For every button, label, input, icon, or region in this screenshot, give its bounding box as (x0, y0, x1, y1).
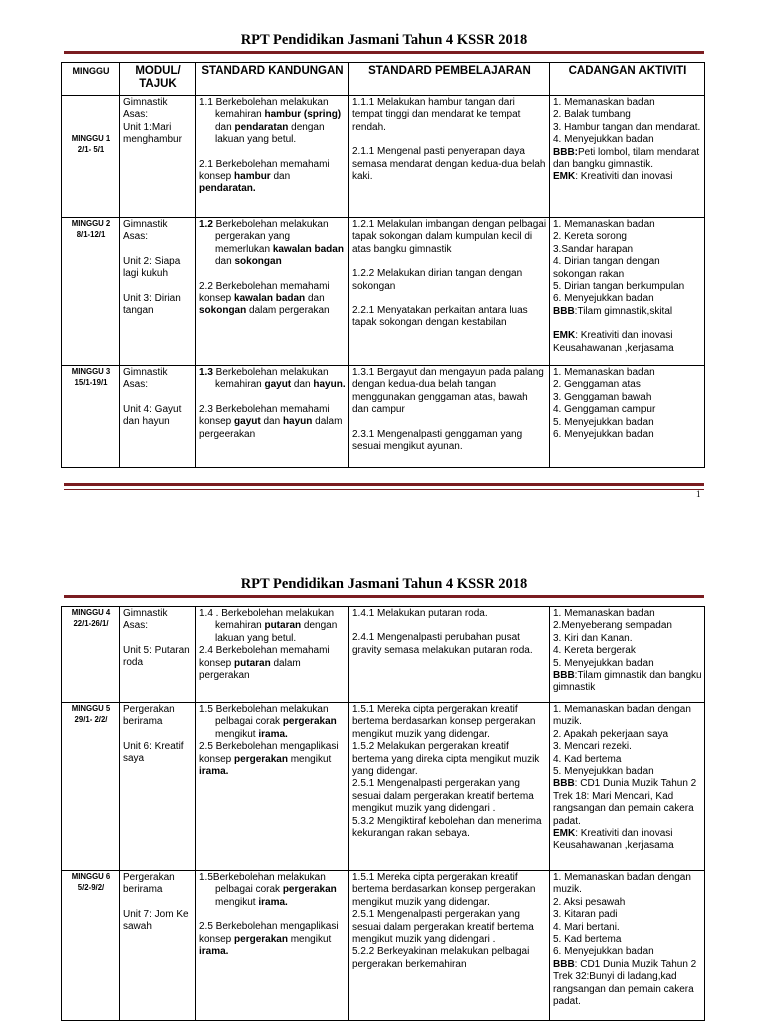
activity-item: 4. Kad bertema (553, 753, 622, 765)
page-title: RPT Pendidikan Jasmani Tahun 4 KSSR 2018 (240, 576, 528, 592)
activity-item: 2. Kereta sorong (553, 231, 627, 243)
week-dates: 15/1-19/1 (74, 377, 108, 387)
bbb-note: BBB:Tilam gimnastik,skital (553, 305, 673, 317)
week-cell (62, 703, 120, 871)
footer-rule-thin (64, 489, 704, 490)
activity-item: 3. Genggaman bawah (553, 391, 652, 403)
cadangan-aktiviti-cell (550, 96, 705, 218)
bbb-note: BBB:Tilam gimnastik dan bangku gimnastik (553, 670, 702, 694)
week-label: MINGGU 6 (71, 872, 111, 881)
sp-item: 1.5.1 Mereka cipta pergerakan kreatif bertema berdasarkan konsep pergerakan mengikut muzik yang didengar. (352, 704, 536, 740)
week-dates: 29/1- 2/2/ (74, 714, 108, 724)
activity-item: 4. Genggaman campur (553, 404, 656, 416)
activity-item: 4. Mari bertani. (553, 921, 620, 933)
page-number: 1 (696, 489, 701, 499)
week-label: MINGGU 3 (71, 367, 111, 376)
bbb-note: BBB: CD1 Dunia Muzik Tahun 2 Trek 18: Mari Mencari, Kad rangsangan dan pemain cakera padat. (553, 778, 697, 827)
week-dates: 5/2-9/2/ (77, 882, 105, 892)
standard-pembelajaran-cell (349, 607, 550, 703)
table-row (62, 218, 705, 366)
header-modul: MODUL/ TAJUK (120, 63, 196, 96)
table-row (62, 366, 705, 468)
sp-item: 1.3.1 Bergayut dan mengayun pada palang dengan kedua-dua belah tangan menggunakan genggaman atas, bawah dan campur (352, 367, 544, 416)
sp-item: 1.5.1 Mereka cipta pergerakan kreatif bertema berdasarkan konsep pergerakan mengikut muzik yang didengar. (352, 872, 536, 908)
sk-item: 1.1 Berkebolehan melakukan kemahiran hambur (spring) dan pendaratan dengan lakuan yang betul. (199, 97, 342, 146)
table-row (62, 703, 705, 871)
table-row (62, 96, 705, 218)
footer-rule (64, 483, 704, 486)
modul-line: Unit 7: Jom Ke sawah (123, 908, 189, 933)
activity-item: 5. Kad bertema (553, 934, 622, 946)
sp-item: 2.4.1 Mengenalpasti perubahan pusat gravity semasa melakukan putaran roda. (352, 632, 533, 656)
standard-pembelajaran-cell (349, 96, 550, 218)
bbb-note: BBB: CD1 Dunia Muzik Tahun 2 Trek 32:Bunyi di ladang,kad rangsangan dan pemain cakera padat. (553, 958, 697, 1008)
sp-item: 2.2.1 Menyatakan perkaitan antara luas tapak sokongan dengan kestabilan (352, 305, 528, 329)
standard-pembelajaran-cell (349, 703, 550, 871)
activity-item: 1. Memanaskan badan (553, 608, 655, 619)
activity-item: 5. Dirian tangan berkumpulan (553, 281, 685, 293)
modul-line: Pergerakan berirama (123, 872, 175, 896)
activity-item: 4. Kereta bergerak (553, 645, 636, 657)
cadangan-aktiviti-cell (550, 703, 705, 871)
rpt-table (61, 606, 705, 1021)
header-standard-pembelajaran: STANDARD PEMBELAJARAN (349, 63, 550, 96)
activity-item: 2. Genggaman atas (553, 379, 641, 391)
cadangan-aktiviti-cell (550, 366, 705, 468)
activity-item: 1. Memanaskan badan (553, 97, 655, 108)
activity-item: 5. Menyejukkan badan (553, 766, 654, 778)
standard-kandungan-cell (196, 703, 349, 871)
modul-cell (120, 871, 196, 1021)
sp-item: 2.3.1 Mengenalpasti genggaman yang sesuai mengikut ayunan. (352, 428, 523, 453)
activity-item: 1. Memanaskan badan dengan muzik. (553, 704, 691, 728)
sk-item: 1.3 Berkebolehan melakukan kemahiran gayut dan hayun. (199, 367, 346, 391)
modul-cell (120, 607, 196, 703)
week-dates: 22/1-26/1/ (73, 618, 109, 628)
standard-kandungan-cell (196, 607, 349, 703)
activity-item: 1. Memanaskan badan (553, 367, 655, 378)
sp-item: 1.5.2 Melakukan pergerakan kreatif bertema yang direka cipta mengikut muzik yang didengar. (352, 741, 540, 778)
sk-item: 1.4 . Berkebolehan melakukan kemahiran putaran dengan lakuan yang betul. (199, 608, 338, 644)
header-cadangan-aktiviti: CADANGAN AKTIVITI (550, 63, 705, 96)
activity-item: 2. Aksi pesawah (553, 896, 626, 908)
week-label: MINGGU 1 (71, 134, 111, 143)
week-cell (62, 218, 120, 366)
header-standard-kandungan: STANDARD KANDUNGAN (196, 63, 349, 96)
standard-kandungan-cell (196, 366, 349, 468)
modul-line: Gimnastik Asas: (123, 608, 168, 632)
sk-item: 2.4 Berkebolehan memahami konsep putaran dalam pergerakan (199, 645, 330, 682)
week-label: MINGGU 4 (71, 608, 111, 617)
sk-item: 1.5 Berkebolehan melakukan pelbagai corak pergerakan mengikut irama. (199, 704, 337, 740)
activity-item: 2.Menyeberang sempadan (553, 620, 672, 632)
sk-item: 1.5Berkebolehan melakukan pelbagai corak pergerakan mengikut irama. (199, 872, 337, 908)
activity-item: 5. Menyejukkan badan (553, 657, 654, 669)
sp-item: 2.1.1 Mengenal pasti penyerapan daya semasa mendarat dengan kedua-dua belah kaki. (352, 146, 546, 183)
emk-note: EMK: Kreativiti dan inovasi (553, 171, 673, 183)
activity-item: 2. Apakah pekerjaan saya (553, 728, 669, 740)
modul-line: Unit 1:Mari menghambur (123, 121, 182, 146)
activity-item: 6. Menyejukkan badan (553, 946, 654, 958)
modul-line: Gimnastik Asas: (123, 367, 168, 391)
standard-kandungan-cell (196, 218, 349, 366)
sp-item: 5.2.2 Berkeyakinan melakukan pelbagai pergerakan berkemahiran (352, 946, 530, 970)
standard-kandungan-cell (196, 96, 349, 218)
sp-item: 1.4.1 Melakukan putaran roda. (352, 608, 488, 619)
modul-line: Gimnastik Asas: (123, 219, 168, 243)
activity-item: 2. Balak tumbang (553, 109, 631, 121)
week-dates: 8/1-12/1 (76, 229, 106, 239)
modul-cell (120, 703, 196, 871)
cadangan-aktiviti-cell (550, 871, 705, 1021)
modul-cell (120, 218, 196, 366)
week-cell (62, 366, 120, 468)
activity-item: 1. Memanaskan badan (553, 219, 655, 230)
activity-item: 3. Mencari rezeki. (553, 741, 632, 753)
sp-item: 2.5.1 Mengenalpasti pergerakan yang sesuai dalam pergerakan kreatif bertema mengikut muzik yang didengari . (352, 778, 534, 815)
sk-item: 1.2 Berkebolehan melakukan pergerakan yang memerlukan kawalan badan dan sokongan (199, 219, 344, 268)
title-rule (64, 51, 704, 54)
week-label: MINGGU 2 (71, 219, 111, 228)
standard-pembelajaran-cell (349, 218, 550, 366)
sk-item: 2.2 Berkebolehan memahami konsep kawalan badan dan sokongan dalam pergerakan (199, 280, 330, 317)
sk-item: 2.5 Berkebolehan mengaplikasi konsep pergerakan mengikut irama. (199, 921, 339, 958)
emk-note: EMK: Kreativiti dan inovasi Keusahawanan ,kerjasama (553, 330, 674, 354)
modul-line: Pergerakan berirama (123, 704, 175, 728)
sk-item: 2.5 Berkebolehan mengaplikasi konsep pergerakan mengikut irama. (199, 741, 339, 778)
modul-cell (120, 96, 196, 218)
activity-item: 6. Menyejukkan badan (553, 429, 654, 441)
week-dates: 2/1- 5/1 (77, 144, 105, 154)
modul-line: Unit 5: Putaran roda (123, 644, 190, 669)
activity-item: 3. Hambur tangan dan mendarat. (553, 121, 701, 133)
modul-line: Unit 6: Kreatif saya (123, 740, 184, 765)
table-header-row (62, 63, 705, 96)
sp-item: 1.2.1 Melakulan imbangan dengan pelbagai tapak sokongan dalam kumpulan kecil di atas bangku gimnastik (352, 219, 547, 255)
bbb-note: BBB:Peti lombol, tilam mendarat dan bangku gimnastik. (553, 146, 700, 171)
emk-note: EMK: Kreativiti dan inovasi Keusahawanan ,kerjasama (553, 828, 674, 852)
modul-line: Unit 3: Dirian tangan (123, 292, 181, 317)
standard-pembelajaran-cell (349, 871, 550, 1021)
activity-item: 1. Memanaskan badan dengan muzik. (553, 872, 691, 896)
activity-item: 4. Dirian tangan dengan sokongan rakan (553, 256, 660, 280)
sp-item: 1.2.2 Melakukan dirian tangan dengan sokongan (352, 268, 523, 292)
week-label: MINGGU 5 (71, 704, 111, 713)
sp-item: 5.3.2 Mengiktiraf kebolehan dan menerima kekurangan rakan sebaya. (352, 815, 542, 840)
table-row (62, 871, 705, 1021)
standard-kandungan-cell (196, 871, 349, 1021)
modul-line: Gimnastik Asas: (123, 97, 168, 121)
modul-line: Unit 2: Siapa lagi kukuh (123, 255, 181, 280)
title-rule (64, 595, 704, 598)
week-cell (62, 871, 120, 1021)
page-2 (0, 560, 768, 1024)
rpt-table (61, 62, 705, 468)
activity-item: 3. Kitaran padi (553, 909, 618, 921)
week-cell (62, 96, 120, 218)
activity-item: 5. Menyejukkan badan (553, 416, 654, 428)
cadangan-aktiviti-cell (550, 607, 705, 703)
header-minggu: MINGGU (62, 63, 120, 96)
sp-item: 2.5.1 Mengenalpasti pergerakan yang sesuai dalam pergerakan kreatif bertema mengikut muzik yang didengari . (352, 909, 534, 946)
activity-item: 3. Kiri dan Kanan. (553, 632, 633, 644)
activity-item: 6. Menyejukkan badan (553, 293, 654, 305)
activity-item: 4. Menyejukkan badan (553, 134, 654, 146)
table-row (62, 607, 705, 703)
page-title: RPT Pendidikan Jasmani Tahun 4 KSSR 2018 (240, 32, 528, 48)
standard-pembelajaran-cell (349, 366, 550, 468)
modul-line: Unit 4: Gayut dan hayun (123, 403, 182, 428)
activity-item: 3.Sandar harapan (553, 243, 634, 255)
week-cell (62, 607, 120, 703)
modul-cell (120, 366, 196, 468)
sk-item: 2.3 Berkebolehan memahami konsep gayut dan hayun dalam pergeerakan (199, 403, 343, 440)
sp-item: 1.1.1 Melakukan hambur tangan dari tempat tinggi dan mendarat ke tempat rendah. (352, 97, 521, 133)
cadangan-aktiviti-cell (550, 218, 705, 366)
sk-item: 2.1 Berkebolehan memahami konsep hambur dan pendaratan. (199, 158, 330, 195)
